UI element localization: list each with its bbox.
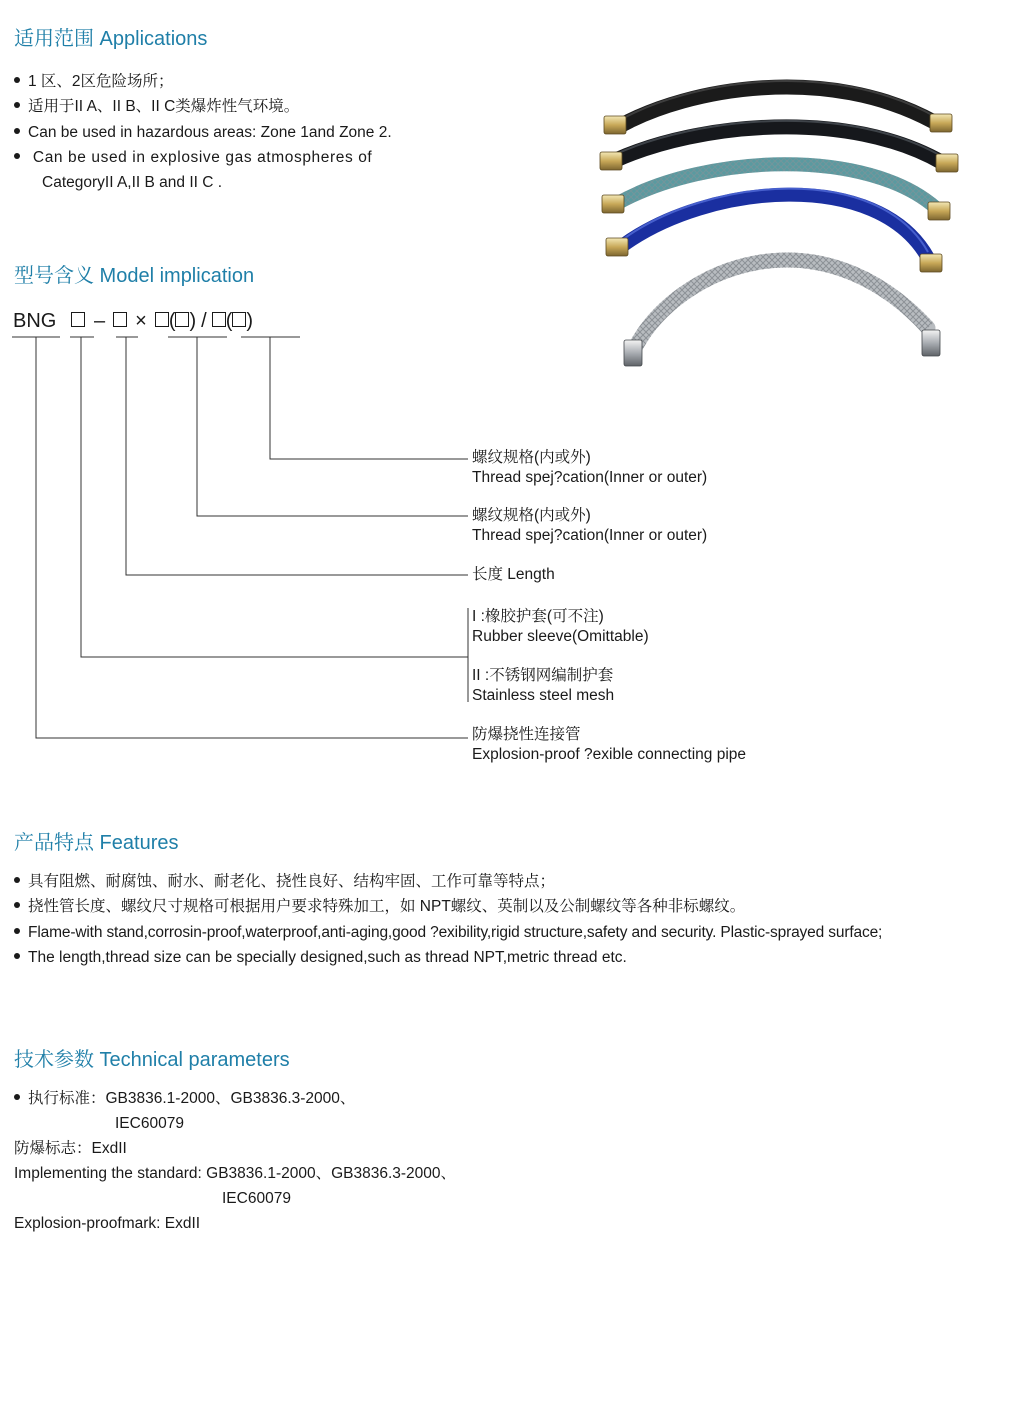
model-label-steel-mesh: II :不锈钢网编制护套 Stainless steel mesh (472, 667, 615, 704)
list-item: Can be used in explosive gas atmospheres of (14, 150, 372, 166)
explosion-mark-zh: 防爆标志：ExdII (14, 1140, 127, 1157)
model-label-rubber: I :橡胶护套(可不注) Rubber sleeve(Omittable) (472, 608, 649, 645)
bullet-icon (14, 902, 20, 908)
features-heading: 产品特点 Features (14, 832, 179, 854)
model-label-thread-1: 螺纹规格(内或外) Thread spej?cation(Inner or outer) (472, 449, 708, 486)
model-label-pipe: 防爆挠性连接管 Explosion-proof ?exible connecting pipe (472, 726, 747, 763)
model-code: BNG – × ( ) / ( ) (13, 310, 254, 332)
bullet-icon (14, 1094, 20, 1100)
standard-en-continuation: IEC60079 (222, 1190, 291, 1207)
list-item: 具有阻燃、耐腐蚀、耐水、耐老化、挠性良好、结构牢固、工作可靠等特点； (14, 874, 555, 890)
technical-heading: 技术参数 Technical parameters (14, 1049, 290, 1071)
list-item: 执行标准：GB3836.1-2000、GB3836.3-2000、 (14, 1091, 355, 1107)
standard-zh-continuation: IEC60079 (115, 1115, 184, 1132)
list-item-continuation: CategoryII A,II B and II C . (42, 174, 223, 191)
list-item: 1 区、2区危险场所； (14, 74, 174, 90)
model-label-thread-2: 螺纹规格(内或外) Thread spej?cation(Inner or outer) (472, 507, 708, 544)
list-item: Flame-with stand,corrosin-proof,waterproof,anti-aging,good ?exibility,rigid structure,safety and security. Plastic-sprayed surface; (14, 925, 882, 941)
explosion-mark-en: Explosion-proofmark: ExdII (14, 1215, 201, 1232)
bullet-icon (14, 877, 20, 883)
model-label-length: 长度 Length (472, 566, 555, 583)
bullet-icon (14, 953, 20, 959)
list-item: 挠性管长度、螺纹尺寸规格可根据用户要求特殊加工，如 NPT螺纹、英制以及公制螺纹等各种非标螺纹。 (14, 899, 745, 915)
standard-en: Implementing the standard: GB3836.1-2000、GB3836.3-2000、 (14, 1165, 457, 1182)
list-item: The length,thread size can be specially designed,such as thread NPT,metric thread etc. (14, 950, 627, 966)
applications-heading: 适用范围 Applications (14, 28, 208, 50)
list-item: Can be used in hazardous areas: Zone 1and Zone 2. (14, 125, 392, 141)
model-heading: 型号含义 Model implication (14, 265, 255, 287)
bullet-icon (14, 928, 20, 934)
list-item: 适用于II A、II B、II C类爆炸性气环境。 (14, 99, 299, 115)
